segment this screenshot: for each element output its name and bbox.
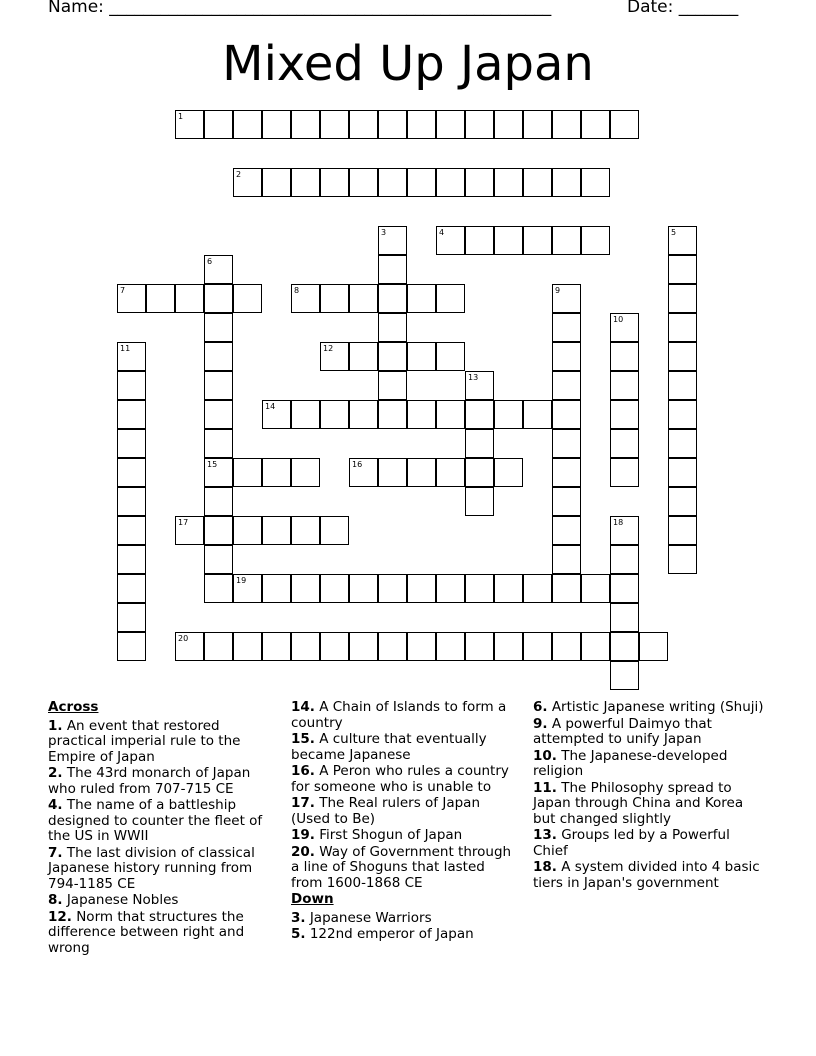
clue-number-label: 18. — [533, 859, 557, 875]
crossword-cell[interactable] — [552, 545, 581, 574]
crossword-cell[interactable] — [552, 371, 581, 400]
crossword-cell[interactable] — [117, 516, 146, 545]
crossword-cell[interactable] — [523, 168, 552, 197]
crossword-cell[interactable] — [204, 458, 233, 487]
crossword-cell[interactable] — [378, 226, 407, 255]
crossword-cell[interactable] — [552, 429, 581, 458]
crossword-cell[interactable] — [291, 168, 320, 197]
crossword-cell[interactable] — [465, 632, 494, 661]
crossword-cell[interactable] — [407, 632, 436, 661]
clue-number: 3 — [381, 228, 387, 237]
crossword-cell[interactable] — [552, 632, 581, 661]
crossword-cell[interactable] — [117, 545, 146, 574]
crossword-cell[interactable] — [262, 632, 291, 661]
crossword-cell[interactable] — [407, 574, 436, 603]
crossword-cell[interactable] — [465, 371, 494, 400]
crossword-cell[interactable] — [610, 603, 639, 632]
crossword-cell[interactable] — [378, 110, 407, 139]
clue-number: 19 — [236, 576, 247, 585]
clue-number-label: 11. — [533, 779, 557, 796]
crossword-cell[interactable] — [117, 342, 146, 371]
crossword-cell[interactable] — [378, 400, 407, 429]
crossword-cell[interactable] — [610, 545, 639, 574]
crossword-cell[interactable] — [465, 110, 494, 139]
crossword-cell[interactable] — [668, 458, 697, 487]
crossword-cell[interactable] — [233, 458, 262, 487]
crossword-cell[interactable] — [204, 429, 233, 458]
clue-item — [533, 781, 768, 828]
crossword-cell[interactable] — [117, 603, 146, 632]
crossword-cell[interactable] — [262, 516, 291, 545]
clue-item — [48, 910, 276, 957]
crossword-cell[interactable] — [378, 313, 407, 342]
clue-number-label: 2. — [48, 765, 63, 781]
clue-number: 10 — [613, 315, 624, 324]
clue-item — [48, 719, 276, 766]
crossword-cell[interactable] — [639, 632, 668, 661]
clue-number-label: 17. — [291, 795, 315, 811]
crossword-cell[interactable] — [291, 574, 320, 603]
crossword-cell[interactable] — [291, 458, 320, 487]
clue-number: 2 — [236, 170, 242, 179]
clue-number-label: 12. — [48, 908, 72, 925]
crossword-cell[interactable] — [610, 371, 639, 400]
clues-column-1 — [48, 700, 276, 957]
clue-number-label: 4. — [48, 797, 63, 813]
crossword-cell[interactable] — [233, 516, 262, 545]
crossword-cell[interactable] — [436, 168, 465, 197]
crossword-cell[interactable] — [117, 632, 146, 661]
clue-number-label: 10. — [533, 747, 557, 764]
crossword-cell[interactable] — [668, 255, 697, 284]
crossword-cell[interactable] — [349, 458, 378, 487]
clue-number: 14 — [265, 402, 276, 411]
clue-text: A Peron who rules a country for someone who is unable to — [291, 763, 509, 795]
crossword-cell[interactable] — [552, 313, 581, 342]
crossword-cell[interactable] — [465, 458, 494, 487]
crossword-cell[interactable] — [204, 284, 233, 313]
crossword-cell[interactable] — [610, 661, 639, 690]
clue-text: Japanese Nobles — [62, 892, 179, 908]
crossword-cell[interactable] — [610, 110, 639, 139]
crossword-cell[interactable] — [552, 516, 581, 545]
crossword-cell[interactable] — [668, 313, 697, 342]
crossword-cell[interactable] — [204, 574, 233, 603]
crossword-cell[interactable] — [465, 226, 494, 255]
name-field-label: Name: ____________________________________________________ — [48, 0, 552, 17]
clue-text: The name of a battleship designed to counter the fleet of the US in WWII — [48, 797, 263, 844]
crossword-cell[interactable] — [523, 110, 552, 139]
clue-number-label: 16. — [291, 763, 315, 779]
clue-number: 15 — [207, 460, 218, 469]
clue-number-label: 5. — [291, 926, 306, 942]
clue-item — [48, 846, 276, 893]
crossword-cell[interactable] — [262, 110, 291, 139]
clue-number: 8 — [294, 286, 300, 295]
crossword-cell[interactable] — [668, 487, 697, 516]
crossword-cell[interactable] — [146, 284, 175, 313]
clues-column-2 — [291, 700, 519, 944]
clue-number: 17 — [178, 518, 189, 527]
crossword-cell[interactable] — [175, 516, 204, 545]
crossword-cell[interactable] — [204, 516, 233, 545]
crossword-cell[interactable] — [175, 632, 204, 661]
clue-item — [533, 717, 768, 748]
clue-number-label: 1. — [48, 717, 63, 734]
crossword-cell[interactable] — [175, 110, 204, 139]
crossword-cell[interactable] — [320, 168, 349, 197]
clue-item — [291, 764, 519, 795]
crossword-cell[interactable] — [320, 342, 349, 371]
clue-number: 5 — [671, 228, 677, 237]
crossword-cell[interactable] — [262, 168, 291, 197]
crossword-cell[interactable] — [320, 516, 349, 545]
crossword-cell[interactable] — [436, 342, 465, 371]
crossword-cell[interactable] — [436, 400, 465, 429]
clue-number: 7 — [120, 286, 126, 295]
crossword-cell[interactable] — [320, 632, 349, 661]
crossword-cell[interactable] — [320, 574, 349, 603]
crossword-cell[interactable] — [175, 284, 204, 313]
crossword-cell[interactable] — [436, 574, 465, 603]
crossword-cell[interactable] — [436, 226, 465, 255]
clue-number: 20 — [178, 634, 189, 643]
clue-number-label: 13. — [533, 827, 557, 843]
crossword-cell[interactable] — [117, 371, 146, 400]
crossword-cell[interactable] — [349, 574, 378, 603]
clue-number-label: 15. — [291, 731, 315, 747]
crossword-cell[interactable] — [581, 110, 610, 139]
crossword-cell[interactable] — [552, 110, 581, 139]
clue-text: A Chain of Islands to form a country — [291, 699, 507, 731]
across-clue-list — [48, 719, 276, 957]
crossword-cell[interactable] — [204, 400, 233, 429]
clue-number: 4 — [439, 228, 445, 237]
crossword-cell[interactable] — [494, 574, 523, 603]
crossword-cell[interactable] — [668, 226, 697, 255]
crossword-cell[interactable] — [436, 284, 465, 313]
crossword-cell[interactable] — [610, 342, 639, 371]
crossword-cell[interactable] — [668, 516, 697, 545]
crossword-cell[interactable] — [494, 226, 523, 255]
crossword-cell[interactable] — [436, 110, 465, 139]
clue-text: A powerful Daimyo that attempted to unify Japan — [533, 715, 712, 747]
crossword-cell[interactable] — [204, 632, 233, 661]
crossword-cell[interactable] — [117, 458, 146, 487]
clue-text: An event that restored practical imperial rule to the Empire of Japan — [48, 717, 241, 765]
crossword-cell[interactable] — [407, 110, 436, 139]
clue-text: The Real rulers of Japan (Used to Be) — [291, 795, 481, 827]
crossword-cell[interactable] — [204, 487, 233, 516]
crossword-cell[interactable] — [465, 168, 494, 197]
crossword-cell[interactable] — [233, 632, 262, 661]
crossword-cell[interactable] — [117, 487, 146, 516]
clues-column-3 — [533, 700, 768, 892]
crossword-cell[interactable] — [349, 110, 378, 139]
crossword-cell[interactable] — [407, 458, 436, 487]
crossword-cell[interactable] — [436, 632, 465, 661]
clue-number: 11 — [120, 344, 131, 353]
clue-text: The Philosophy spread to Japan through China and Korea but changed slightly — [533, 779, 744, 827]
crossword-cell[interactable] — [610, 632, 639, 661]
clue-number-label: 8. — [48, 892, 63, 908]
clue-item — [48, 766, 276, 797]
crossword-cell[interactable] — [320, 110, 349, 139]
clue-number-label: 14. — [291, 699, 315, 715]
crossword-cell[interactable] — [668, 342, 697, 371]
crossword-cell[interactable] — [204, 545, 233, 574]
clue-text: The last division of classical Japanese history running from 794-1185 CE — [48, 844, 255, 892]
clue-text: A culture that eventually became Japanese — [291, 731, 487, 763]
crossword-cell[interactable] — [204, 342, 233, 371]
crossword-cell[interactable] — [204, 110, 233, 139]
crossword-cell[interactable] — [291, 632, 320, 661]
clue-item — [291, 845, 519, 892]
crossword-cell[interactable] — [668, 545, 697, 574]
clue-item — [291, 828, 519, 844]
clue-item — [291, 911, 519, 927]
crossword-cell[interactable] — [378, 284, 407, 313]
crossword-cell[interactable] — [291, 400, 320, 429]
crossword-cell[interactable] — [581, 632, 610, 661]
crossword-cell[interactable] — [291, 516, 320, 545]
crossword-cell[interactable] — [378, 342, 407, 371]
clue-item — [533, 749, 768, 780]
clue-item — [291, 732, 519, 763]
crossword-cell[interactable] — [262, 574, 291, 603]
clue-number: 1 — [178, 112, 184, 121]
clue-item — [533, 860, 768, 891]
crossword-cell[interactable] — [378, 632, 407, 661]
crossword-cell[interactable] — [465, 487, 494, 516]
down-clue-list — [291, 911, 519, 943]
crossword-cell[interactable] — [291, 110, 320, 139]
crossword-cell[interactable] — [349, 342, 378, 371]
crossword-cell[interactable] — [610, 574, 639, 603]
crossword-cell[interactable] — [117, 284, 146, 313]
crossword-cell[interactable] — [523, 632, 552, 661]
crossword-cell[interactable] — [552, 168, 581, 197]
page-title: Mixed Up Japan — [222, 36, 594, 92]
clue-text: 122nd emperor of Japan — [305, 926, 474, 942]
crossword-cell[interactable] — [465, 400, 494, 429]
crossword-cell[interactable] — [523, 574, 552, 603]
crossword-cell[interactable] — [552, 226, 581, 255]
crossword-cell[interactable] — [494, 110, 523, 139]
crossword-cell[interactable] — [610, 458, 639, 487]
down-clue-list-continued — [533, 700, 768, 891]
down-heading: Down — [291, 891, 334, 907]
crossword-cell[interactable] — [349, 168, 378, 197]
across-clue-list-continued — [291, 700, 519, 891]
crossword-cell[interactable] — [117, 429, 146, 458]
crossword-cell[interactable] — [494, 458, 523, 487]
crossword-cell[interactable] — [552, 284, 581, 313]
crossword-cell[interactable] — [204, 371, 233, 400]
clue-text: The 43rd monarch of Japan who ruled from 707-715 CE — [48, 765, 251, 797]
clue-item — [291, 927, 519, 943]
crossword-cell[interactable] — [291, 284, 320, 313]
clue-text: A system divided into 4 basic tiers in Japan's government — [533, 859, 760, 891]
crossword-cell[interactable] — [204, 313, 233, 342]
clue-number-label: 7. — [48, 844, 63, 861]
crossword-cell[interactable] — [610, 313, 639, 342]
clue-number-label: 9. — [533, 715, 548, 732]
clue-text: The Japanese-developed religion — [533, 747, 728, 779]
clue-number: 9 — [555, 286, 561, 295]
crossword-cell[interactable] — [552, 574, 581, 603]
crossword-cell[interactable] — [465, 574, 494, 603]
crossword-cell[interactable] — [378, 458, 407, 487]
clue-text: Norm that structures the difference between right and wrong — [48, 908, 245, 956]
crossword-cell[interactable] — [436, 458, 465, 487]
crossword-cell[interactable] — [610, 516, 639, 545]
crossword-cell[interactable] — [262, 400, 291, 429]
clue-number: 13 — [468, 373, 479, 382]
clue-number: 18 — [613, 518, 624, 527]
clue-text: Artistic Japanese writing (Shuji) — [547, 699, 764, 715]
crossword-cell[interactable] — [668, 400, 697, 429]
crossword-cell[interactable] — [407, 342, 436, 371]
clue-item — [48, 798, 276, 845]
clue-number: 12 — [323, 344, 334, 353]
crossword-cell[interactable] — [378, 574, 407, 603]
crossword-cell[interactable] — [262, 458, 291, 487]
crossword-cell[interactable] — [117, 400, 146, 429]
clue-text: Way of Government through a line of Shoguns that lasted from 1600-1868 CE — [291, 843, 512, 891]
crossword-cell[interactable] — [378, 168, 407, 197]
crossword-cell[interactable] — [407, 168, 436, 197]
crossword-cell[interactable] — [378, 255, 407, 284]
crossword-cell[interactable] — [494, 168, 523, 197]
clue-text: Groups led by a Powerful Chief — [533, 827, 730, 859]
crossword-cell[interactable] — [610, 400, 639, 429]
crossword-cell[interactable] — [668, 371, 697, 400]
crossword-cell[interactable] — [407, 400, 436, 429]
clue-item — [291, 796, 519, 827]
crossword-cell[interactable] — [349, 284, 378, 313]
crossword-cell[interactable] — [581, 574, 610, 603]
crossword-cell[interactable] — [552, 342, 581, 371]
crossword-cell[interactable] — [233, 168, 262, 197]
clue-text: Japanese Warriors — [305, 909, 432, 926]
crossword-cell[interactable] — [523, 400, 552, 429]
clue-item — [533, 828, 768, 859]
crossword-cell[interactable] — [581, 168, 610, 197]
crossword-cell[interactable] — [349, 400, 378, 429]
clue-number-label: 19. — [291, 827, 315, 843]
clue-number: 16 — [352, 460, 363, 469]
clue-number-label: 20. — [291, 843, 315, 860]
clue-number: 6 — [207, 257, 213, 266]
across-heading: Across — [48, 699, 99, 715]
crossword-cell[interactable] — [494, 400, 523, 429]
crossword-cell[interactable] — [320, 284, 349, 313]
crossword-cell[interactable] — [523, 226, 552, 255]
crossword-cell[interactable] — [610, 429, 639, 458]
crossword-cell[interactable] — [552, 458, 581, 487]
crossword-cell[interactable] — [407, 284, 436, 313]
crossword-cell[interactable] — [465, 429, 494, 458]
crossword-cell[interactable] — [552, 487, 581, 516]
clue-item — [291, 700, 519, 731]
crossword-cell[interactable] — [233, 110, 262, 139]
crossword-cell[interactable] — [117, 574, 146, 603]
crossword-cell[interactable] — [668, 284, 697, 313]
crossword-cell[interactable] — [552, 400, 581, 429]
crossword-cell[interactable] — [233, 574, 262, 603]
crossword-cell[interactable] — [378, 371, 407, 400]
crossword-cell[interactable] — [494, 632, 523, 661]
clue-item — [48, 893, 276, 909]
crossword-cell[interactable] — [233, 284, 262, 313]
date-field-label: Date: _______ — [627, 0, 739, 17]
crossword-cell[interactable] — [320, 400, 349, 429]
clue-number-label: 6. — [533, 699, 548, 715]
clue-item — [533, 700, 768, 716]
crossword-cell[interactable] — [204, 255, 233, 284]
crossword-cell[interactable] — [668, 429, 697, 458]
crossword-cell[interactable] — [581, 226, 610, 255]
clue-text: First Shogun of Japan — [314, 827, 463, 843]
crossword-cell[interactable] — [349, 632, 378, 661]
clue-number-label: 3. — [291, 909, 306, 926]
